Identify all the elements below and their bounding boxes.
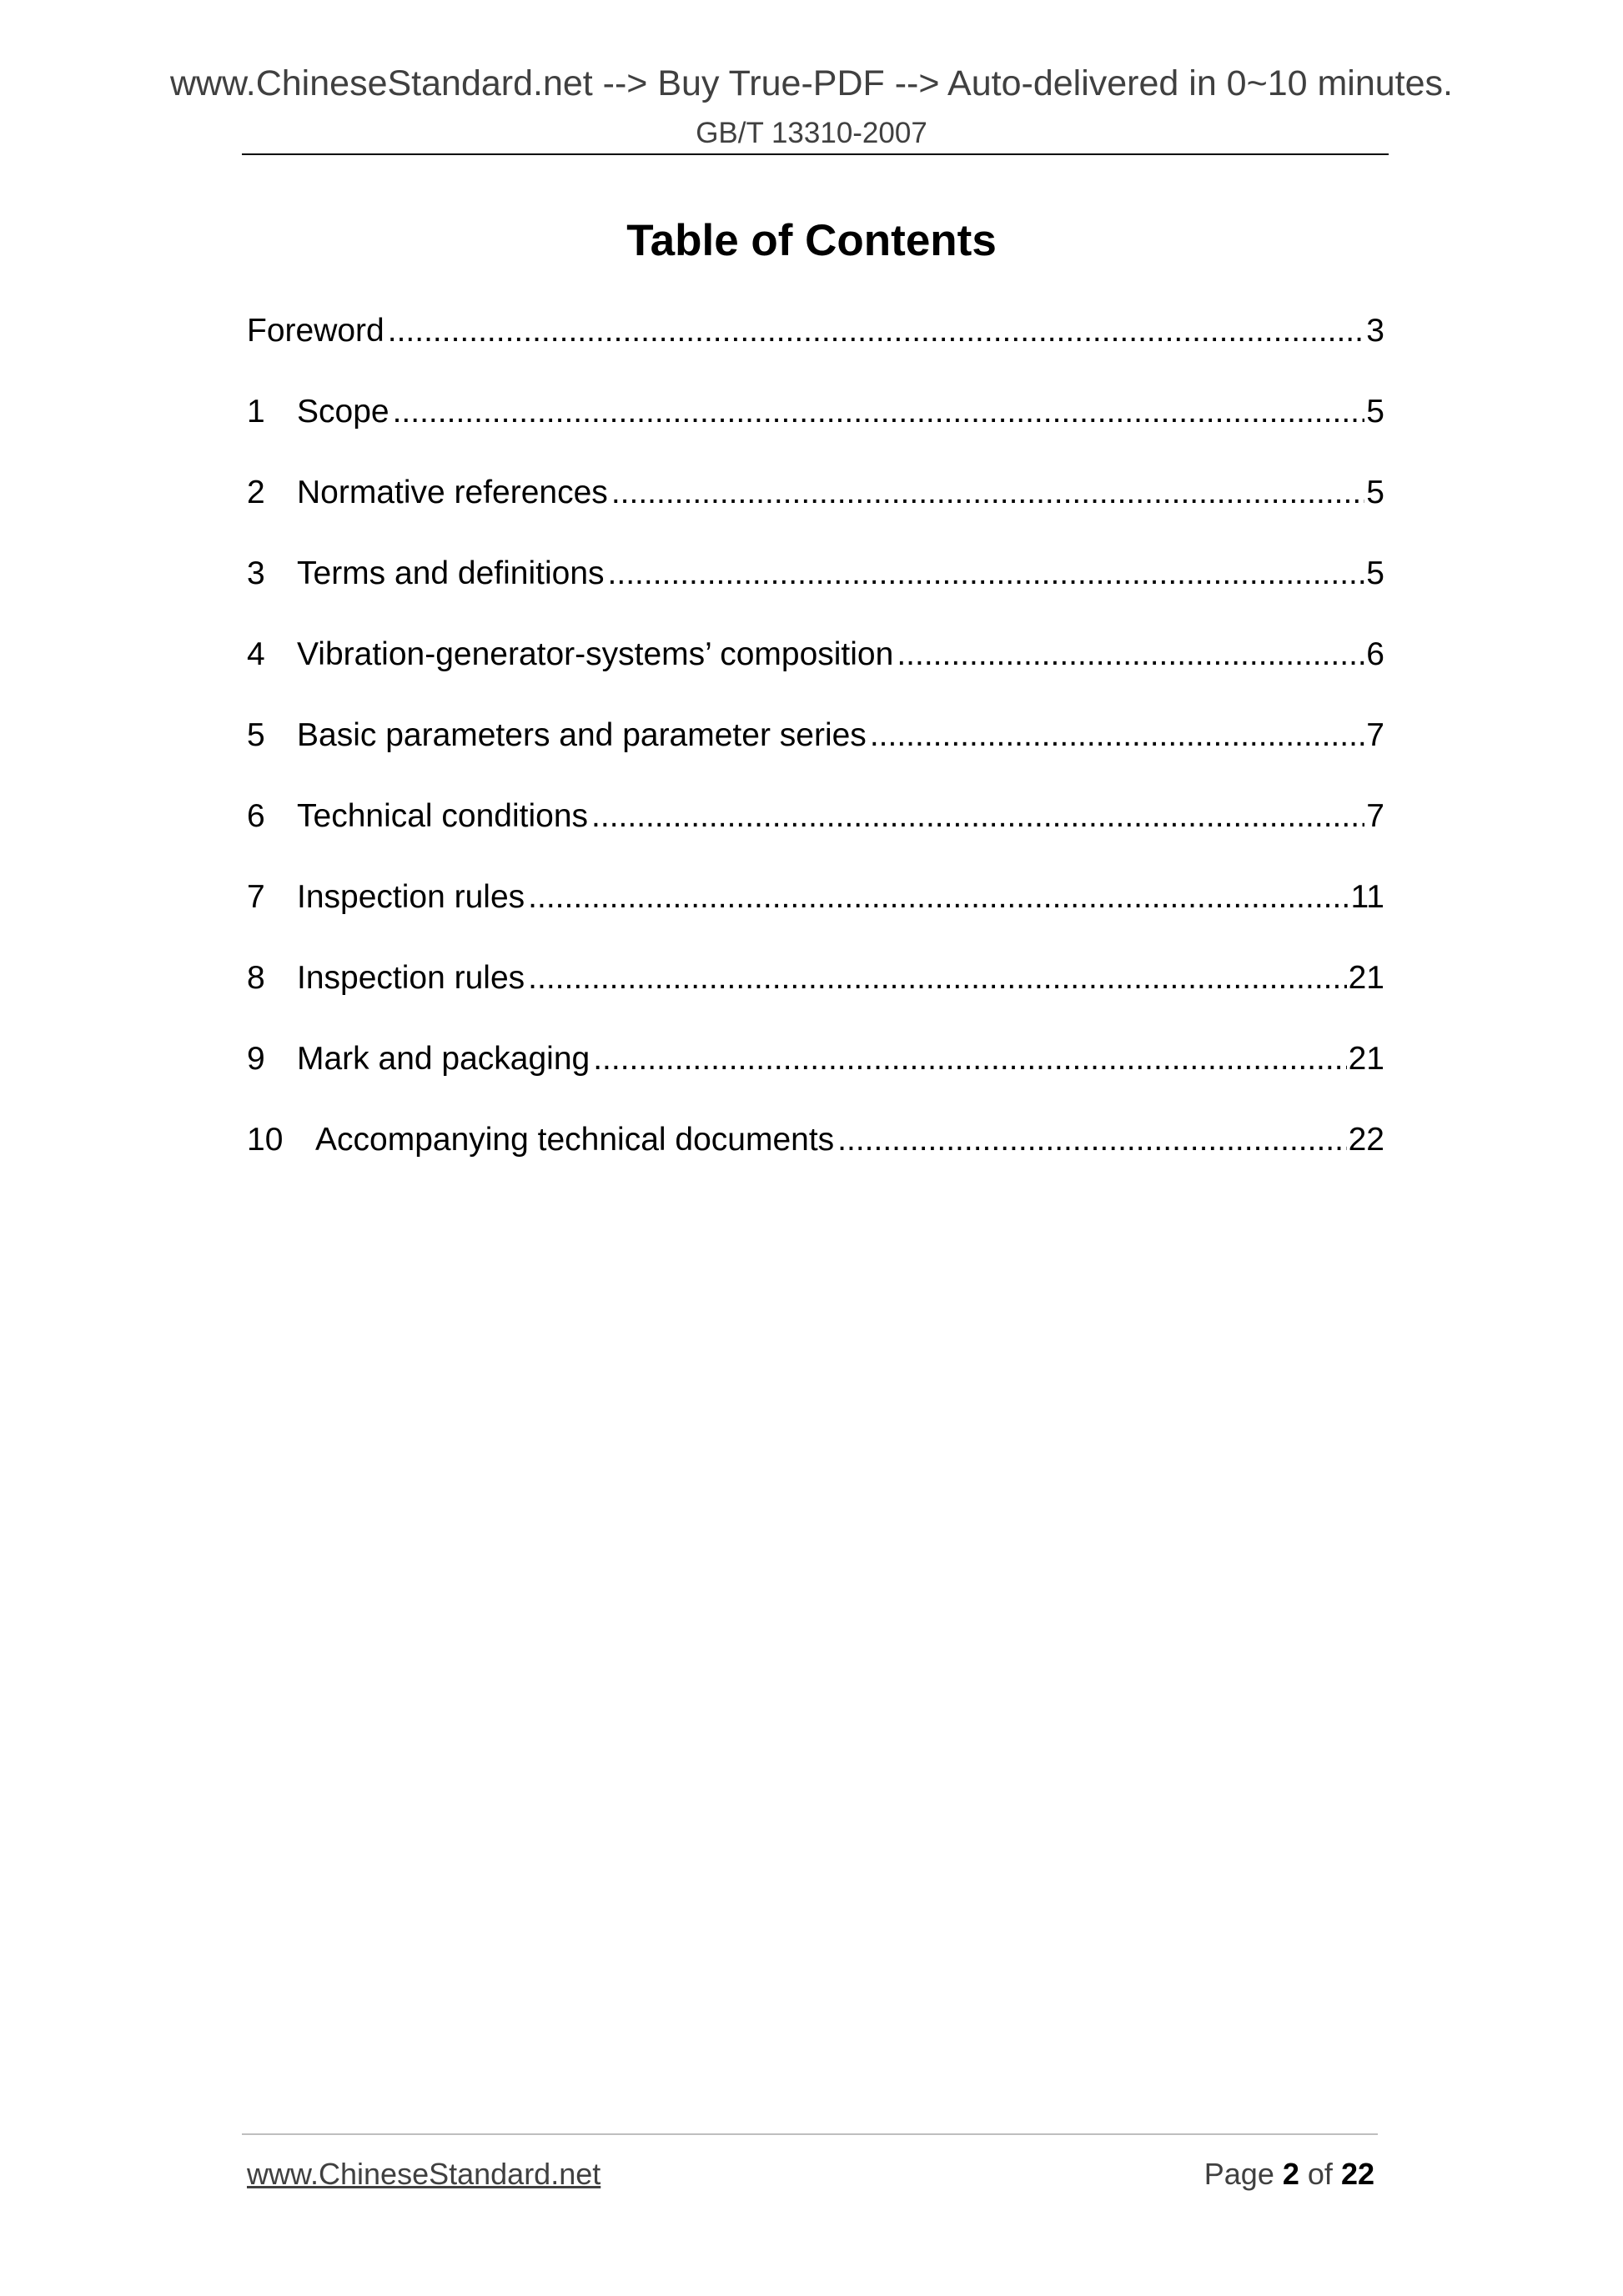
toc-entry-accompanying-documents[interactable] xyxy=(247,1116,1384,1197)
toc-dot-leader xyxy=(611,469,1364,517)
toc-entry-label: Foreword xyxy=(247,313,384,349)
toc-dot-leader xyxy=(388,307,1365,355)
toc-entry-label: Vibration-generator-systems’ composition xyxy=(297,636,894,672)
toc-entry-number: 10 xyxy=(247,1122,284,1158)
toc-dot-leader xyxy=(528,954,1346,1002)
toc-entry-page: 3 xyxy=(1366,313,1384,349)
toc-entry-foreword[interactable] xyxy=(247,307,1384,388)
toc-entry-page: 6 xyxy=(1366,636,1384,672)
toc-entry-number: 7 xyxy=(247,879,265,915)
toc-entry-label: Inspection rules xyxy=(297,960,525,996)
toc-entry-inspection-rules-7[interactable] xyxy=(247,873,1384,954)
page-prefix: Page xyxy=(1203,2157,1274,2191)
toc-entry-label: Mark and packaging xyxy=(297,1041,590,1077)
toc-entry-page: 7 xyxy=(1366,717,1384,753)
toc-entry-page: 5 xyxy=(1366,394,1384,430)
toc-entry-page: 7 xyxy=(1366,798,1384,834)
page-total: 22 xyxy=(1340,2157,1374,2191)
toc-entry-page: 5 xyxy=(1366,555,1384,591)
toc-entry-number: 5 xyxy=(247,717,265,753)
toc-entry-inspection-rules-8[interactable] xyxy=(247,954,1384,1035)
standard-code: GB/T 13310-2007 xyxy=(696,117,927,149)
toc-entry-label: Normative references xyxy=(297,475,608,510)
toc-dot-leader xyxy=(837,1116,1346,1164)
toc-dot-leader xyxy=(593,1035,1346,1083)
toc-entry-label: Basic parameters and parameter series xyxy=(297,717,867,753)
toc-dot-leader xyxy=(608,550,1365,598)
footer-page-number xyxy=(1204,2157,1374,2192)
toc-entry-scope[interactable] xyxy=(247,388,1384,469)
toc-entry-number: 6 xyxy=(247,798,265,834)
toc-dot-leader xyxy=(591,792,1364,841)
page-current: 2 xyxy=(1282,2157,1299,2191)
toc-title: Table of Contents xyxy=(626,216,997,265)
table-of-contents xyxy=(247,307,1384,1197)
page-of: of xyxy=(1307,2157,1333,2191)
toc-entry-technical-conditions[interactable] xyxy=(247,792,1384,873)
toc-entry-number: 1 xyxy=(247,394,265,430)
toc-entry-label: Technical conditions xyxy=(297,798,589,834)
toc-entry-terms-and-definitions[interactable] xyxy=(247,550,1384,631)
toc-entry-label: Terms and definitions xyxy=(297,555,605,591)
toc-entry-page: 21 xyxy=(1348,1041,1384,1077)
header-divider xyxy=(242,153,1389,155)
toc-entry-composition[interactable] xyxy=(247,631,1384,711)
toc-entry-page: 5 xyxy=(1366,475,1384,510)
toc-entry-number: 4 xyxy=(247,636,265,672)
toc-entry-number: 2 xyxy=(247,475,265,510)
toc-dot-leader xyxy=(528,873,1349,922)
toc-entry-number: 8 xyxy=(247,960,265,996)
toc-entry-page: 22 xyxy=(1348,1122,1384,1158)
toc-dot-leader xyxy=(870,711,1364,760)
footer-website-link[interactable]: www.ChineseStandard.net xyxy=(247,2157,601,2191)
toc-entry-page: 21 xyxy=(1348,960,1384,996)
header-banner: www.ChineseStandard.net --> Buy True-PDF --> Auto-delivered in 0~10 minutes. xyxy=(169,63,1453,103)
toc-dot-leader xyxy=(393,388,1365,436)
footer-divider xyxy=(242,2133,1378,2135)
toc-entry-number: 9 xyxy=(247,1041,265,1077)
toc-entry-number: 3 xyxy=(247,555,265,591)
toc-entry-basic-parameters[interactable] xyxy=(247,711,1384,792)
toc-dot-leader xyxy=(897,631,1364,679)
toc-entry-page: 11 xyxy=(1350,879,1384,915)
toc-entry-label: Accompanying technical documents xyxy=(315,1122,835,1158)
toc-entry-label: Inspection rules xyxy=(297,879,525,915)
toc-entry-mark-and-packaging[interactable] xyxy=(247,1035,1384,1116)
toc-entry-label: Scope xyxy=(297,394,389,430)
toc-entry-normative-references[interactable] xyxy=(247,469,1384,550)
